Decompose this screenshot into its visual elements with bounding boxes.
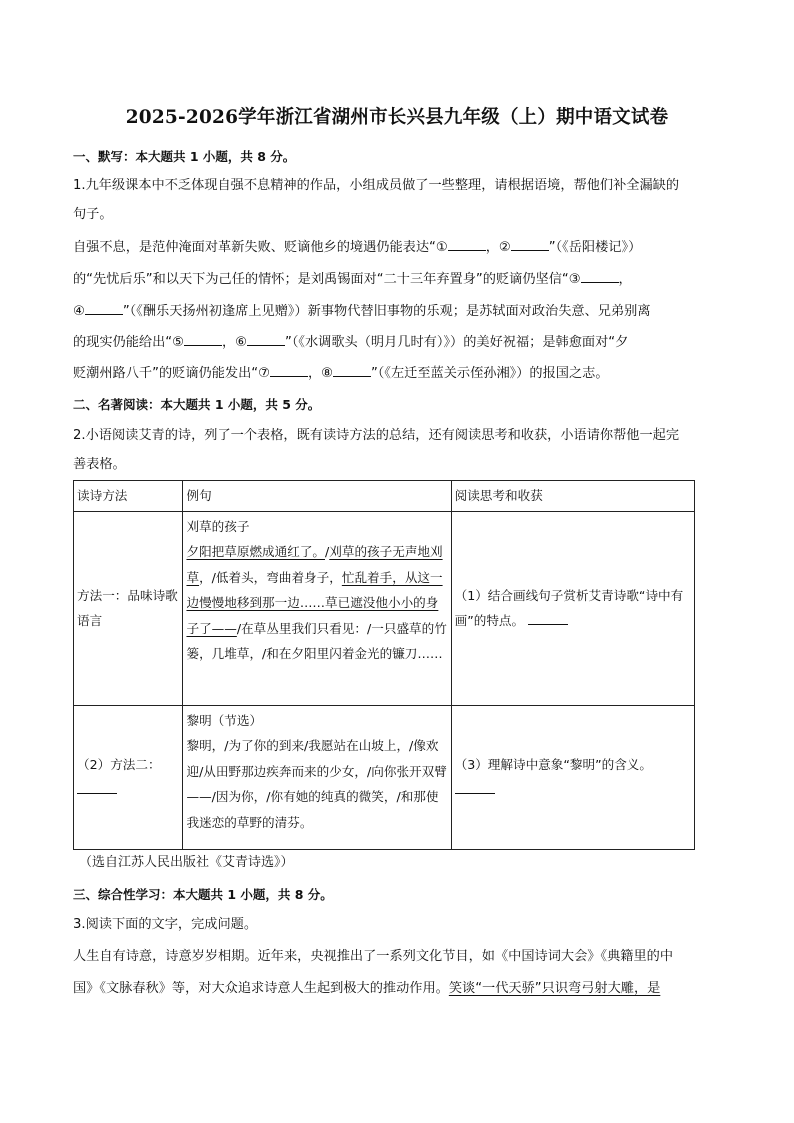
q1-line-2: 句子。 <box>73 207 113 222</box>
q1-line-1: 1.九年级课本中不乏体现自强不息精神的作品，小组成员做了一些整理，请根据语境，帮他们补全漏缺的 <box>73 178 680 193</box>
table-row <box>74 705 695 849</box>
blank-4[interactable] <box>85 300 123 315</box>
row2-question: （3）理解诗中意象“黎明”的含义。 <box>451 705 694 849</box>
answer-blank-2[interactable] <box>77 779 117 794</box>
table-header-row <box>74 481 695 512</box>
header-method: 读诗方法 <box>74 481 183 512</box>
section-3-heading: 三、综合性学习：本大题共 1 小题，共 8 分。 <box>73 887 333 902</box>
q2-line-1: 2.小语阅读艾青的诗，列了一个表格，既有读诗方法的总结，还有阅读思考和收获，小语请你帮他一起完 <box>73 428 680 443</box>
blank-7[interactable] <box>270 362 308 377</box>
blank-8[interactable] <box>333 362 371 377</box>
table-row <box>74 511 695 705</box>
row1-method: 方法一：品味诗歌语言 <box>74 511 183 705</box>
row2-poem-text: 黎明，/为了你的到来/我愿站在山坡上，/像欢迎/从田野那边疾奔而来的少女，/向你张开双臂——/因为你，/你有她的纯真的微笑，/和那使我迷恋的草野的清芬。 <box>186 738 447 830</box>
q3-underlined-text: 笑谈“一代天骄”只识弯弓射大雕，是 <box>448 981 661 996</box>
row2-method: （2）方法二： <box>74 705 183 849</box>
header-reflection: 阅读思考和收获 <box>451 481 694 512</box>
q1-line-4: 的“先忧后乐”和以天下为己任的情怀；是刘禹锡面对“二十三年弃置身”的贬谪仍坚信“③ ， <box>73 265 723 294</box>
q1-line-6: 的现实仍能给出“⑤ ，⑥ ”（《水调歌头（明月几时有）》）的美好祝福；是韩愈面对“夕 <box>73 328 723 357</box>
page-title: 2025-2026学年浙江省湖州市长兴县九年级（上）期中语文试卷 <box>125 107 669 128</box>
q3-line-2: 人生自有诗意，诗意岁岁相期。近年来，央视推出了一系列文化节目，如《中国诗词大会》《典籍里的中 <box>73 949 674 964</box>
blank-5[interactable] <box>184 331 222 346</box>
section-2-heading: 二、名著阅读：本大题共 1 小题，共 5 分。 <box>73 397 321 412</box>
row2-example <box>183 705 451 849</box>
blank-6[interactable] <box>247 331 285 346</box>
row2-poem-title: 黎明（节选） <box>186 712 263 728</box>
blank-2[interactable] <box>511 236 549 251</box>
reading-table <box>73 480 695 850</box>
section-1-heading: 一、默写：本大题共 1 小题，共 8 分。 <box>73 149 296 164</box>
q1-line-5: ④ ”（《酬乐天扬州初逢席上见赠》）新事物代替旧事物的乐观；是苏轼面对政治失意、兄弟别离 <box>73 297 723 326</box>
row1-example <box>183 511 451 705</box>
blank-3[interactable] <box>581 268 619 283</box>
q3-line-1: 3.阅读下面的文字，完成问题。 <box>73 917 258 932</box>
q2-line-2: 善表格。 <box>73 457 126 472</box>
header-example: 例句 <box>183 481 451 512</box>
q1-line-3: 自强不息，是范仲淹面对革新失败、贬谪他乡的境遇仍能表达“① ，② ”（《岳阳楼记》） <box>73 233 723 262</box>
q3-line-3: 国》《文脉春秋》等，对大众追求诗意人生起到极大的推动作用。笑谈“一代天骄”只识弯弓射大雕，是 <box>73 981 661 996</box>
row1-poem-title: 刈草的孩子 <box>186 518 250 534</box>
source-note: （选自江苏人民出版社《艾青诗选》） <box>79 855 294 870</box>
row1-poem-text: 夕阳把草原燃成通红了。/刈草的孩子无声地刈草，/低着头，弯曲着身子，忙乱着手，从这一边慢慢地移到那一边……草已遮没他小小的身子了——/在草丛里我们只看见：/一只盛草的竹篓，几堆草，/和在夕阳里闪着金光的镰刀…… <box>186 544 447 661</box>
answer-blank-3[interactable] <box>455 779 495 794</box>
row1-question: （1）结合画线句子赏析艾青诗歌“诗中有画”的特点。 <box>451 511 694 705</box>
blank-1[interactable] <box>448 236 486 251</box>
answer-blank-1[interactable] <box>528 610 568 625</box>
q1-line-7: 贬潮州路八千”的贬谪仍能发出“⑦ ，⑧ ”（《左迁至蓝关示侄孙湘》）的报国之志。 <box>73 359 723 388</box>
